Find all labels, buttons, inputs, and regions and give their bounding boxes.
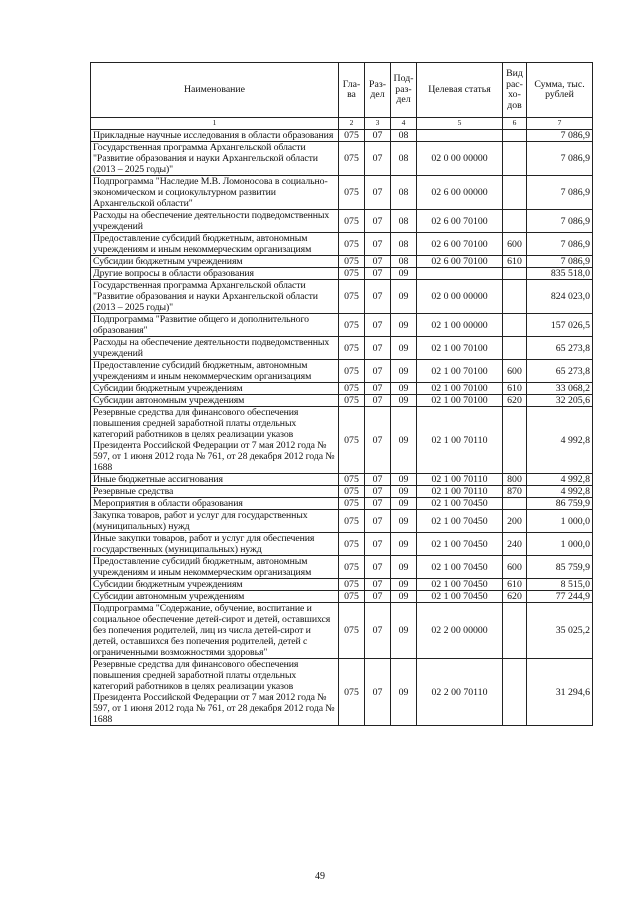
sum-cell: 7 086,9: [527, 142, 593, 176]
sum-cell: 77 244,9: [527, 591, 593, 603]
razdel-cell: 07: [365, 533, 391, 556]
name-cell: Резервные средства для финансового обеспечения повышения средней заработной платы отдельных категорий работников в целях реализации указов Президента Российской Федерации от 7 мая 2012 года № 597, от 1 июня 2012 года № 761, от 28 декабря 2012 года № 1688: [91, 407, 339, 474]
statya-cell: 02 1 00 00000: [417, 314, 503, 337]
statya-cell: 02 1 00 70100: [417, 337, 503, 360]
glava-cell: 075: [339, 407, 365, 474]
razdel-cell: 07: [365, 474, 391, 486]
name-cell: Резервные средства: [91, 486, 339, 498]
vid-cell: 620: [503, 395, 527, 407]
col-index: 6: [503, 118, 527, 130]
table-row: [91, 603, 593, 659]
sum-cell: 7 086,9: [527, 210, 593, 233]
glava-cell: 075: [339, 337, 365, 360]
vid-cell: [503, 337, 527, 360]
podrazdel-cell: 09: [391, 337, 417, 360]
glava-cell: 075: [339, 268, 365, 280]
glava-cell: 075: [339, 579, 365, 591]
glava-cell: 075: [339, 510, 365, 533]
name-cell: Иные закупки товаров, работ и услуг для обеспечения государственных (муниципальных) нужд: [91, 533, 339, 556]
podrazdel-cell: 09: [391, 314, 417, 337]
statya-cell: 02 2 00 70110: [417, 659, 503, 726]
table-row: [91, 210, 593, 233]
page-number: 49: [315, 871, 325, 882]
statya-cell: [417, 268, 503, 280]
vid-cell: 610: [503, 383, 527, 395]
glava-cell: 075: [339, 130, 365, 142]
statya-cell: 02 1 00 70100: [417, 360, 503, 383]
glava-cell: 075: [339, 360, 365, 383]
vid-cell: [503, 498, 527, 510]
sum-cell: 4 992,8: [527, 407, 593, 474]
razdel-cell: 07: [365, 395, 391, 407]
statya-cell: 02 1 00 70110: [417, 474, 503, 486]
table-row: [91, 360, 593, 383]
sum-cell: 7 086,9: [527, 176, 593, 210]
podrazdel-cell: 09: [391, 533, 417, 556]
name-cell: Подпрограмма "Наследие М.В. Ломоносова в социально-экономическом и социокультурном развитии Архангельской области": [91, 176, 339, 210]
podrazdel-cell: 08: [391, 130, 417, 142]
col-header-glava: Гла-ва: [339, 63, 365, 118]
sum-cell: 835 518,0: [527, 268, 593, 280]
statya-cell: 02 6 00 70100: [417, 233, 503, 256]
razdel-cell: 07: [365, 407, 391, 474]
podrazdel-cell: 08: [391, 233, 417, 256]
vid-cell: [503, 659, 527, 726]
name-cell: Государственная программа Архангельской области "Развитие образования и науки Архангельской области (2013 – 2025 годы)": [91, 142, 339, 176]
name-cell: Резервные средства для финансового обеспечения повышения средней заработной платы отдельных категорий работников в целях реализации указов Президента Российской Федерации от 7 мая 2012 года № 597, от 1 июня 2012 года № 761, от 28 декабря 2012 года № 1688: [91, 659, 339, 726]
razdel-cell: 07: [365, 314, 391, 337]
podrazdel-cell: 09: [391, 474, 417, 486]
name-cell: Подпрограмма "Развитие общего и дополнительного образования": [91, 314, 339, 337]
table-row: [91, 407, 593, 474]
statya-cell: 02 1 00 70450: [417, 556, 503, 579]
statya-cell: 02 1 00 70450: [417, 591, 503, 603]
col-header-statya: Целевая статья: [417, 63, 503, 118]
table-index-row: [91, 118, 593, 130]
sum-cell: 157 026,5: [527, 314, 593, 337]
col-index: 2: [339, 118, 365, 130]
name-cell: Расходы на обеспечение деятельности подведомственных учреждений: [91, 337, 339, 360]
table-row: [91, 579, 593, 591]
glava-cell: 075: [339, 591, 365, 603]
col-index: 4: [391, 118, 417, 130]
razdel-cell: 07: [365, 510, 391, 533]
sum-cell: 4 992,8: [527, 486, 593, 498]
razdel-cell: 07: [365, 360, 391, 383]
glava-cell: 075: [339, 256, 365, 268]
name-cell: Субсидии бюджетным учреждениям: [91, 256, 339, 268]
name-cell: Подпрограмма "Содержание, обучение, воспитание и социальное обеспечение детей-сирот и детей, оставшихся без попечения родителей, лиц из числа детей-сирот и детей, оставшихся без попечения родителей, детей с ограниченными возможностями здоровья": [91, 603, 339, 659]
sum-cell: 1 000,0: [527, 510, 593, 533]
glava-cell: 075: [339, 314, 365, 337]
razdel-cell: 07: [365, 130, 391, 142]
sum-cell: 8 515,0: [527, 579, 593, 591]
glava-cell: 075: [339, 486, 365, 498]
vid-cell: [503, 314, 527, 337]
vid-cell: 240: [503, 533, 527, 556]
podrazdel-cell: 09: [391, 659, 417, 726]
podrazdel-cell: 09: [391, 360, 417, 383]
glava-cell: 075: [339, 280, 365, 314]
sum-cell: 824 023,0: [527, 280, 593, 314]
name-cell: Субсидии автономным учреждениям: [91, 591, 339, 603]
razdel-cell: 07: [365, 556, 391, 579]
sum-cell: 7 086,9: [527, 256, 593, 268]
name-cell: Расходы на обеспечение деятельности подведомственных учреждений: [91, 210, 339, 233]
name-cell: Субсидии бюджетным учреждениям: [91, 383, 339, 395]
name-cell: Субсидии бюджетным учреждениям: [91, 579, 339, 591]
podrazdel-cell: 09: [391, 383, 417, 395]
name-cell: Предоставление субсидий бюджетным, автономным учреждениям и иным некоммерческим организациям: [91, 233, 339, 256]
col-header-sum: Сумма, тыс. рублей: [527, 63, 593, 118]
name-cell: Государственная программа Архангельской области "Развитие образования и науки Архангельской области (2013 – 2025 годы)": [91, 280, 339, 314]
podrazdel-cell: 09: [391, 280, 417, 314]
statya-cell: 02 1 00 70450: [417, 510, 503, 533]
razdel-cell: 07: [365, 383, 391, 395]
table-row: [91, 268, 593, 280]
sum-cell: 31 294,6: [527, 659, 593, 726]
statya-cell: 02 1 00 70110: [417, 407, 503, 474]
name-cell: Другие вопросы в области образования: [91, 268, 339, 280]
statya-cell: 02 6 00 70100: [417, 210, 503, 233]
sum-cell: 65 273,8: [527, 337, 593, 360]
vid-cell: 610: [503, 579, 527, 591]
col-index: 1: [91, 118, 339, 130]
statya-cell: 02 6 00 70100: [417, 256, 503, 268]
statya-cell: [417, 130, 503, 142]
glava-cell: 075: [339, 474, 365, 486]
col-header-vid: Вид рас-хо-дов: [503, 63, 527, 118]
table-row: [91, 498, 593, 510]
glava-cell: 075: [339, 603, 365, 659]
razdel-cell: 07: [365, 210, 391, 233]
table-row: [91, 659, 593, 726]
sum-cell: 86 759,9: [527, 498, 593, 510]
name-cell: Предоставление субсидий бюджетным, автономным учреждениям и иным некоммерческим организациям: [91, 556, 339, 579]
statya-cell: 02 6 00 00000: [417, 176, 503, 210]
statya-cell: 02 1 00 70450: [417, 579, 503, 591]
sum-cell: 32 205,6: [527, 395, 593, 407]
table-row: [91, 142, 593, 176]
statya-cell: 02 1 00 70110: [417, 486, 503, 498]
sum-cell: 65 273,8: [527, 360, 593, 383]
vid-cell: 600: [503, 360, 527, 383]
table-row: [91, 337, 593, 360]
glava-cell: 075: [339, 556, 365, 579]
sum-cell: 4 992,8: [527, 474, 593, 486]
razdel-cell: 07: [365, 233, 391, 256]
table-row: [91, 486, 593, 498]
table-row: [91, 280, 593, 314]
sum-cell: 7 086,9: [527, 130, 593, 142]
vid-cell: 200: [503, 510, 527, 533]
podrazdel-cell: 09: [391, 268, 417, 280]
vid-cell: 800: [503, 474, 527, 486]
razdel-cell: 07: [365, 176, 391, 210]
name-cell: Мероприятия в области образования: [91, 498, 339, 510]
vid-cell: 620: [503, 591, 527, 603]
sum-cell: 85 759,9: [527, 556, 593, 579]
col-index: 3: [365, 118, 391, 130]
podrazdel-cell: 08: [391, 176, 417, 210]
podrazdel-cell: 08: [391, 142, 417, 176]
statya-cell: 02 0 00 00000: [417, 142, 503, 176]
vid-cell: 600: [503, 233, 527, 256]
podrazdel-cell: 09: [391, 591, 417, 603]
podrazdel-cell: 09: [391, 407, 417, 474]
col-index: 7: [527, 118, 593, 130]
glava-cell: 075: [339, 210, 365, 233]
sum-cell: 1 000,0: [527, 533, 593, 556]
glava-cell: 075: [339, 395, 365, 407]
table-row: [91, 383, 593, 395]
table-row: [91, 474, 593, 486]
col-header-name: Наименование: [91, 63, 339, 118]
vid-cell: 600: [503, 556, 527, 579]
table-row: [91, 395, 593, 407]
razdel-cell: 07: [365, 142, 391, 176]
name-cell: Субсидии автономным учреждениям: [91, 395, 339, 407]
budget-table: [90, 62, 593, 726]
table-row: [91, 256, 593, 268]
razdel-cell: 07: [365, 591, 391, 603]
podrazdel-cell: 09: [391, 498, 417, 510]
razdel-cell: 07: [365, 256, 391, 268]
statya-cell: 02 2 00 00000: [417, 603, 503, 659]
name-cell: Иные бюджетные ассигнования: [91, 474, 339, 486]
vid-cell: [503, 130, 527, 142]
statya-cell: 02 1 00 70450: [417, 533, 503, 556]
col-index: 5: [417, 118, 503, 130]
razdel-cell: 07: [365, 268, 391, 280]
table-body: [91, 130, 593, 726]
vid-cell: [503, 142, 527, 176]
name-cell: Прикладные научные исследования в области образования: [91, 130, 339, 142]
glava-cell: 075: [339, 659, 365, 726]
glava-cell: 075: [339, 533, 365, 556]
podrazdel-cell: 09: [391, 556, 417, 579]
sum-cell: 33 068,2: [527, 383, 593, 395]
statya-cell: 02 0 00 00000: [417, 280, 503, 314]
razdel-cell: 07: [365, 486, 391, 498]
col-header-razdel: Раз-дел: [365, 63, 391, 118]
razdel-cell: 07: [365, 280, 391, 314]
podrazdel-cell: 09: [391, 603, 417, 659]
sum-cell: 7 086,9: [527, 233, 593, 256]
vid-cell: [503, 210, 527, 233]
vid-cell: [503, 280, 527, 314]
sum-cell: 35 025,2: [527, 603, 593, 659]
razdel-cell: 07: [365, 603, 391, 659]
table-row: [91, 591, 593, 603]
glava-cell: 075: [339, 176, 365, 210]
podrazdel-cell: 09: [391, 579, 417, 591]
vid-cell: [503, 268, 527, 280]
name-cell: Закупка товаров, работ и услуг для государственных (муниципальных) нужд: [91, 510, 339, 533]
vid-cell: [503, 407, 527, 474]
table-row: [91, 130, 593, 142]
table-row: [91, 233, 593, 256]
col-header-podrazdel: Под-раз-дел: [391, 63, 417, 118]
razdel-cell: 07: [365, 337, 391, 360]
name-cell: Предоставление субсидий бюджетным, автономным учреждениям и иным некоммерческим организациям: [91, 360, 339, 383]
podrazdel-cell: 09: [391, 486, 417, 498]
glava-cell: 075: [339, 498, 365, 510]
podrazdel-cell: 08: [391, 210, 417, 233]
table-header-row: [91, 63, 593, 118]
table-row: [91, 533, 593, 556]
glava-cell: 075: [339, 142, 365, 176]
vid-cell: 610: [503, 256, 527, 268]
podrazdel-cell: 08: [391, 256, 417, 268]
razdel-cell: 07: [365, 498, 391, 510]
table-row: [91, 556, 593, 579]
vid-cell: 870: [503, 486, 527, 498]
razdel-cell: 07: [365, 579, 391, 591]
statya-cell: 02 1 00 70450: [417, 498, 503, 510]
glava-cell: 075: [339, 383, 365, 395]
table-row: [91, 510, 593, 533]
statya-cell: 02 1 00 70100: [417, 383, 503, 395]
podrazdel-cell: 09: [391, 510, 417, 533]
table-row: [91, 314, 593, 337]
vid-cell: [503, 176, 527, 210]
vid-cell: [503, 603, 527, 659]
table-row: [91, 176, 593, 210]
razdel-cell: 07: [365, 659, 391, 726]
glava-cell: 075: [339, 233, 365, 256]
statya-cell: 02 1 00 70100: [417, 395, 503, 407]
podrazdel-cell: 09: [391, 395, 417, 407]
